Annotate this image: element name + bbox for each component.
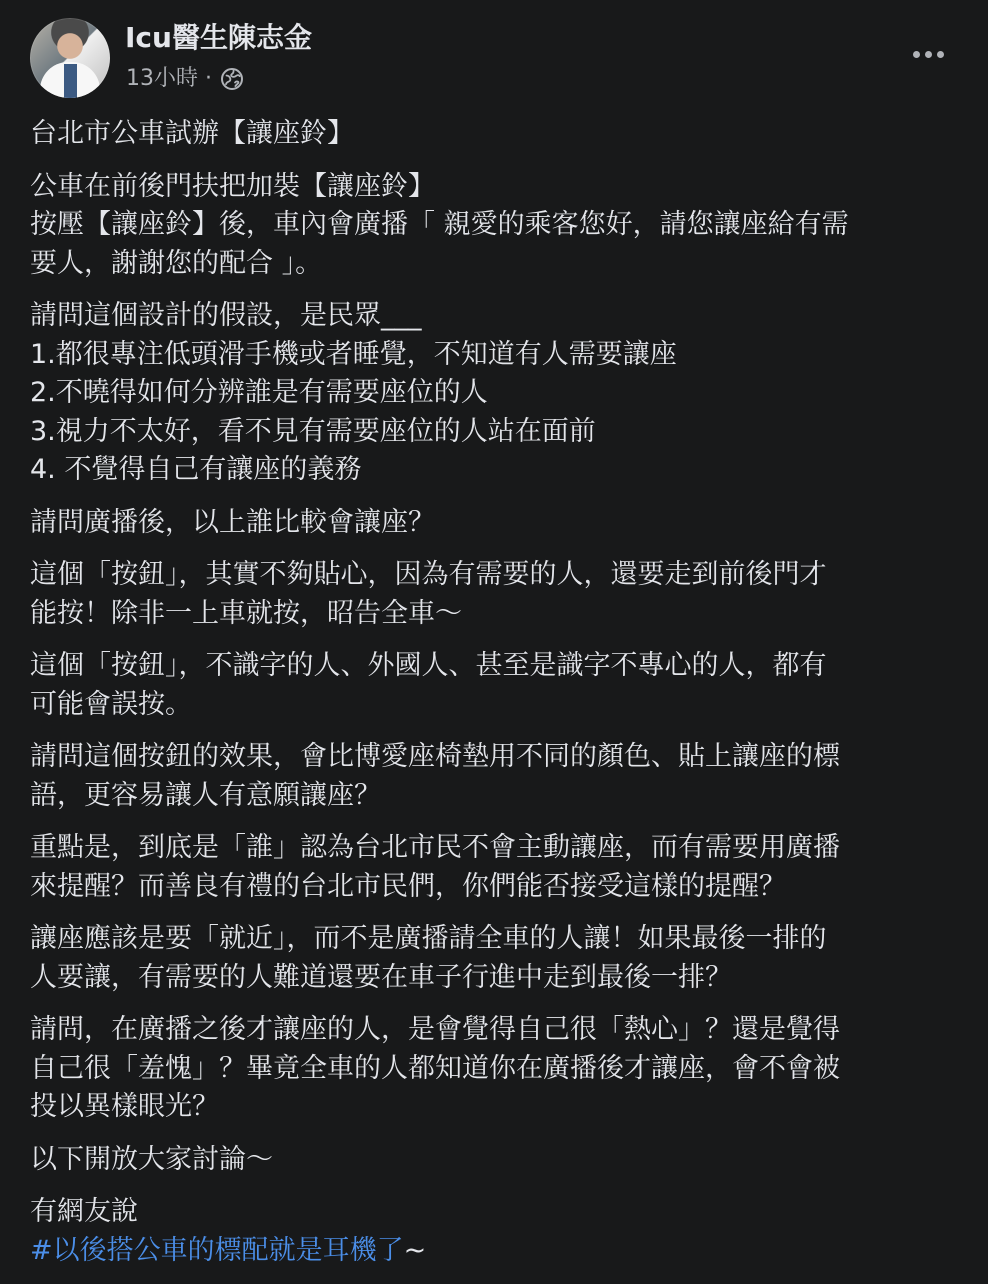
more-options-dot-icon bbox=[937, 51, 944, 58]
post-text-line: 這個「按鈕」，其實不夠貼心，因為有需要的人，還要走到前後門才 bbox=[30, 559, 827, 590]
post-text-line: 3.視力不太好，看不見有需要座位的人站在面前 bbox=[30, 415, 596, 447]
post-text-line: 能按！除非一上車就按，昭告全車～ bbox=[30, 597, 462, 629]
post-meta bbox=[126, 62, 244, 96]
post-paragraph bbox=[30, 920, 960, 997]
post-text-line: 可能會誤按。 bbox=[30, 688, 192, 720]
post-paragraph bbox=[30, 829, 960, 906]
author-name[interactable]: Icu醫生陳志金 bbox=[125, 21, 312, 54]
more-options-dot-icon bbox=[925, 51, 932, 58]
post-paragraph bbox=[30, 738, 960, 815]
post-header bbox=[30, 18, 960, 100]
post-paragraph bbox=[30, 297, 960, 490]
post-text-line: 請問廣播後，以上誰比較會讓座？ bbox=[30, 506, 435, 538]
post-text-line: 請問，在廣播之後才讓座的人，是會覺得自己很「熱心」？還是覺得 bbox=[30, 1014, 840, 1045]
hashtag-suffix: ~ bbox=[403, 1234, 427, 1266]
post-text-line: 請問這個設計的假設，是民眾___ bbox=[30, 300, 422, 331]
post-text-line: 4. 不覺得自己有讓座的義務 bbox=[30, 454, 362, 485]
post-paragraph bbox=[30, 556, 960, 633]
post-text-line: 人要讓，有需要的人難道還要在車子行進中走到最後一排？ bbox=[30, 961, 732, 993]
post-text-line: 投以異樣眼光？ bbox=[30, 1091, 219, 1122]
post-paragraph bbox=[30, 1011, 960, 1127]
post-timestamp[interactable]: 13小時 · bbox=[126, 66, 212, 91]
post-paragraph bbox=[30, 168, 960, 284]
post-text-line: 語，更容易讓人有意願讓座？ bbox=[30, 779, 381, 811]
post-text-line: 重點是，到底是「誰」認為台北市民不會主動讓座，而有需要用廣播 bbox=[30, 832, 840, 863]
post-paragraph bbox=[30, 1193, 960, 1270]
post-text-line: 按壓【讓座鈴】後，車內會廣播「 親愛的乘客您好，請您讓座給有需 bbox=[30, 209, 849, 240]
avatar-shirt bbox=[64, 64, 77, 98]
post-text-line: 讓座應該是要「就近」，而不是廣播請全車的人讓！如果最後一排的 bbox=[30, 923, 827, 954]
author-avatar[interactable] bbox=[30, 18, 110, 98]
hashtag-line bbox=[30, 1232, 960, 1271]
post-paragraph bbox=[30, 1141, 960, 1180]
post-text-line: 1.都很專注低頭滑手機或者睡覺，不知道有人需要讓座 bbox=[30, 338, 677, 370]
post-text-line: 公車在前後門扶把加裝【讓座鈴】 bbox=[30, 170, 435, 202]
post-text-line: 這個「按鈕」，不識字的人、外國人、甚至是識字不專心的人，都有 bbox=[30, 650, 827, 681]
post-text-line: 來提醒？而善良有禮的台北市民們，你們能否接受這樣的提醒？ bbox=[30, 870, 786, 902]
post-text-line: 以下開放大家討論～ bbox=[30, 1143, 273, 1175]
post-text-line: 自己很「羞愧」？畢竟全車的人都知道你在廣播後才讓座，會不會被 bbox=[30, 1052, 840, 1084]
post-text-line: 台北市公車試辦【讓座鈴】 bbox=[30, 118, 354, 149]
globe-icon bbox=[220, 67, 244, 91]
more-options-dot-icon bbox=[913, 51, 920, 58]
post-paragraph bbox=[30, 647, 960, 724]
more-options-icon[interactable] bbox=[910, 37, 946, 71]
friend-said-line: 有網友說 bbox=[30, 1196, 138, 1227]
post-text-line: 請問這個按鈕的效果，會比博愛座椅墊用不同的顏色、貼上讓座的標 bbox=[30, 741, 840, 772]
post-paragraph bbox=[30, 504, 960, 543]
post-text-line: 2.不曉得如何分辨誰是有需要座位的人 bbox=[30, 377, 488, 408]
post-content bbox=[30, 115, 960, 1284]
hashtag-link[interactable]: #以後搭公車的標配就是耳機了 bbox=[30, 1234, 404, 1266]
post-paragraph bbox=[30, 115, 960, 154]
post-text-line: 要人，謝謝您的配合 」。 bbox=[30, 247, 323, 279]
